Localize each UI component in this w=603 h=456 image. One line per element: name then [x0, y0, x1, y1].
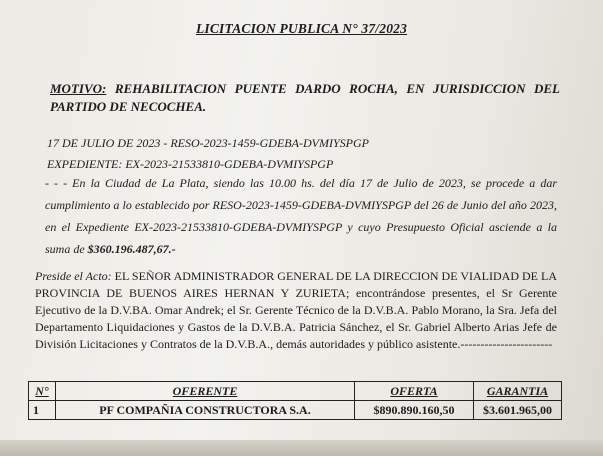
acto-paragraph: [35, 268, 557, 353]
expediente-line: EXPEDIENTE: EX-2023-21533810-GDEBA-DVMIYSPGP: [47, 157, 334, 171]
header-garantia: GARANTIA: [474, 382, 562, 401]
table-header-row: [29, 382, 562, 401]
acto-label: Preside el Acto:: [35, 269, 112, 283]
reso-line: 17 DE JULIO DE 2023 - RESO-2023-1459-GDEBA-DVMIYSPGP: [47, 136, 369, 150]
header-oferente: OFERENTE: [56, 382, 355, 401]
acto-text: EL SEÑOR ADMINISTRADOR GENERAL DE LA DIRECCION DE VIALIDAD DE LA PROVINCIA DE BUENOS AIRES HERNAN Y ZURIETA; encontrándose presentes, el Sr Gerente Ejecutivo de la D.V.BA. Omar Andrek; el Sr. Gerente Técnico de la D.V.B.A. Pablo Morano, la Sra. Jefa del Departamento Liquidaciones y Gastos de la D.V.B.A. Patricia Sánchez, el Sr. Gabriel Alberto Arias Jefe de División Licitaciones y Contratos de la D.V.B.A., demás autoridades y público asistente.-----------------------: [35, 269, 557, 351]
opening-paragraph: [45, 172, 557, 260]
row-garantia: $3.601.965,00: [474, 401, 562, 420]
header-oferta: OFERTA: [355, 382, 474, 401]
row-num: 1: [29, 401, 56, 420]
budget-amount: $360.196.487,67.-: [87, 242, 176, 256]
bids-table: [28, 381, 562, 420]
document-title: LICITACION PUBLICA N° 37/2023: [195, 21, 408, 36]
page-bottom-edge: [0, 440, 603, 456]
row-oferente: PF COMPAÑIA CONSTRUCTORA S.A.: [56, 401, 355, 420]
header-num: N°: [29, 382, 56, 401]
motivo-label: MOTIVO:: [50, 81, 107, 96]
row-oferta: $890.890.160,50: [355, 401, 474, 420]
motivo-section: [50, 80, 560, 116]
table-row: [29, 401, 562, 420]
paragraph-text: - - - En la Ciudad de La Plata, siendo las 10.00 hs. del día 17 de Julio de 2023, se procede a dar cumplimiento a lo establecido por RESO-2023-1459-GDEBA-DVMIYSPGP del 26 de Junio del año 2023, en el Expediente EX-2023-21533810-GDEBA-DVMIYSPGP y cuyo Presupuesto Oficial asciende a la suma de: [45, 176, 557, 256]
motivo-text: REHABILITACION PUENTE DARDO ROCHA, EN JURISDICCION DEL PARTIDO DE NECOCHEA.: [50, 81, 560, 114]
